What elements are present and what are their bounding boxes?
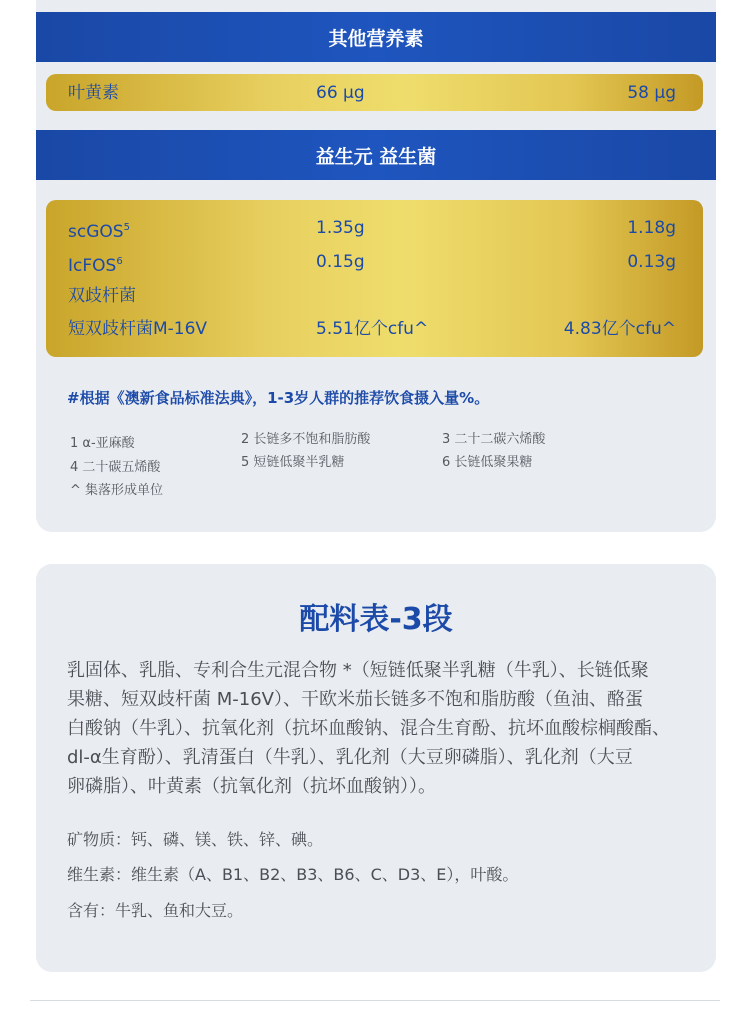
section-header-other-nutrients: 其他营养素 bbox=[36, 12, 716, 62]
ingredients-line: 果糖、短双歧杆菌 M-16V）、干欧米茄长链多不饱和脂肪酸（鱼油、酪蛋 bbox=[67, 689, 643, 710]
table-row bbox=[46, 250, 703, 274]
nutrient-value-1: 0.15g bbox=[316, 252, 365, 272]
nutrient-table-lutein bbox=[46, 74, 703, 111]
nutrient-name: 叶黄素 bbox=[68, 83, 119, 103]
footnote: 3 二十二碳六烯酸 bbox=[442, 432, 546, 447]
table-row bbox=[46, 317, 703, 341]
nutrient-value-2: 0.13g bbox=[627, 252, 676, 272]
nutrient-table-probiotics bbox=[46, 200, 703, 357]
nutrient-value-1: 5.51亿个cfu^ bbox=[316, 319, 429, 339]
nutrient-value-1: 1.35g bbox=[316, 218, 365, 238]
ingredients-title: 配料表-3段 bbox=[299, 602, 453, 637]
ingredients-line: 卵磷脂）、叶黄素（抗氧化剂（抗坏血酸钠））。 bbox=[67, 776, 436, 797]
nutrient-name: 短双歧杆菌M-16V bbox=[68, 319, 208, 339]
ingredients-line: 白酸钠（牛乳）、抗氧化剂（抗坏血酸钠、混合生育酚、抗坏血酸棕榈酸酯、 bbox=[67, 718, 670, 739]
vitamins-line: 维生素：维生素（A、B1、B2、B3、B6、C、D3、E），叶酸。 bbox=[67, 865, 519, 884]
footnote-ref: 5 bbox=[123, 222, 130, 233]
contains-line: 含有：牛乳、鱼和大豆。 bbox=[67, 901, 244, 920]
footnote: 5 短链低聚半乳糖 bbox=[241, 455, 345, 470]
divider bbox=[30, 1000, 720, 1001]
nutrient-value-1: 66 μg bbox=[316, 83, 365, 103]
nutrient-value-2: 1.18g bbox=[627, 218, 676, 238]
footnote: 4 二十碳五烯酸 bbox=[70, 460, 161, 475]
ingredients-text bbox=[67, 656, 697, 801]
section-header-prebiotics-probiotics: 益生元 益生菌 bbox=[36, 130, 716, 180]
nutrient-value-2: 4.83亿个cfu^ bbox=[563, 319, 676, 339]
footnote: ^ 集落形成单位 bbox=[70, 483, 164, 498]
table-row bbox=[46, 81, 703, 105]
footnote: 1 α-亚麻酸 bbox=[70, 436, 135, 451]
nutrient-value-2: 58 μg bbox=[627, 83, 676, 103]
nutrient-name: scGOS$^5$ bbox=[68, 222, 130, 242]
minerals-line: 矿物质：钙、磷、镁、铁、锌、碘。 bbox=[67, 830, 324, 849]
table-row bbox=[46, 284, 703, 308]
nutrient-name: IcFOS$^6$ bbox=[68, 256, 123, 276]
footnote: 2 长链多不饱和脂肪酸 bbox=[241, 432, 371, 447]
footnote: 6 长链低聚果糖 bbox=[442, 455, 533, 470]
table-row bbox=[46, 216, 703, 240]
ingredients-line: dl-α生育酚）、乳清蛋白（牛乳）、乳化剂（大豆卵磷脂）、乳化剂（大豆 bbox=[67, 747, 633, 768]
rdi-note: #根据《澳新食品标准法典》，1-3岁人群的推荐饮食摄入量%。 bbox=[67, 389, 490, 407]
ingredients-line: 乳固体、乳脂、专利合生元混合物 *（短链低聚半乳糖（牛乳）、长链低聚 bbox=[67, 660, 649, 681]
footnote-ref: 6 bbox=[116, 256, 123, 267]
nutrient-name: 双歧杆菌 bbox=[68, 286, 136, 306]
